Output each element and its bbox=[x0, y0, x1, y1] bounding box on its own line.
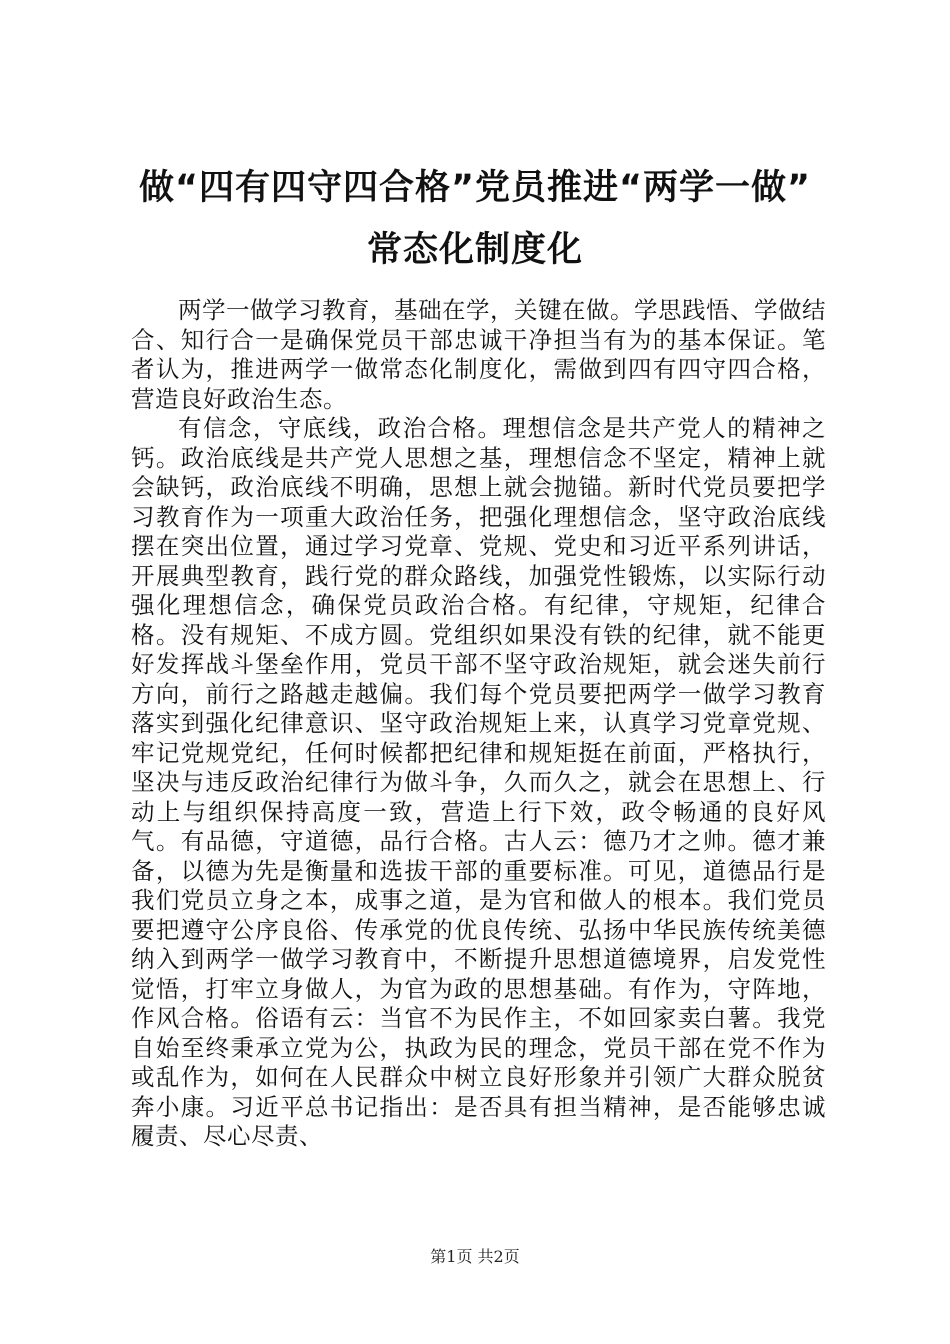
document-title-line-1: 做“四有四守四合格”党员推进“两学一做” bbox=[138, 168, 811, 208]
page-footer: 第1页 共2页 bbox=[430, 1247, 520, 1266]
paragraph: 有信念，守底线，政治合格。理想信念是共产党人的精神之钙。政治底线是共产党人思想之基，理想信念不坚定，精神上就会缺钙，政治底线不明确，思想上就会抛锚。新时代党员要把学习教育作为一项重大政治任务，把强化理想信念，坚守政治底线摆在突出位置，通过学习党章、党规、党史和习近平系列讲话，开展典型教育，践行党的群众路线，加强党性锻炼，以实际行动强化理想信念，确保党员政治合格。有纪律，守规矩，纪律合格。没有规矩、不成方圆。党组织如果没有铁的纪律，就不能更好发挥战斗堡垒作用，党员干部不坚守政治规矩，就会迷失前行方向，前行之路越走越偏。我们每个党员要把两学一做学习教育落实到强化纪律意识、坚守政治规矩上来，认真学习党章党规、牢记党规党纪，任何时候都把纪律和规矩挺在前面，严格执行，坚决与违反政治纪律行为做斗争，久而久之，就会在思想上、行动上与组织保持高度一致，营造上行下效，政令畅通的良好风气。有品德，守道德，品行合格。古人云：德乃才之帅。德才兼备，以德为先是衡量和选拔干部的重要标准。可见，道德品行是我们党员立身之本，成事之道，是为官和做人的根本。我们党员要把遵守公序良俗、传承党的优良传统、弘扬中华民族传统美德纳入到两学一做学习教育中，不断提升思想道德境界，启发党性觉悟，打牢立身做人，为官为政的思想基础。有作为，守阵地，作风合格。俗语有云：当官不为民作主，不如回家卖白薯。我党自始至终秉承立党为公，执政为民的理念，党员干部在党不作为或乱作为，如何在人民群众中树立良好形象并引领广大群众脱贫奔小康。习近平总书记指出：是否具有担当精神，是否能够忠诚履责、尽心尽责、 bbox=[131, 414, 826, 1150]
document-title-line-2: 常态化制度化 bbox=[366, 230, 583, 270]
paragraph: 两学一做学习教育，基础在学，关键在做。学思践悟、学做结合、知行合一是确保党员干部忠诚干净担当有为的基本保证。笔者认为，推进两学一做常态化制度化，需做到四有四守四合格，营造良好政治生态。 bbox=[131, 296, 826, 413]
document-body bbox=[131, 296, 826, 1152]
